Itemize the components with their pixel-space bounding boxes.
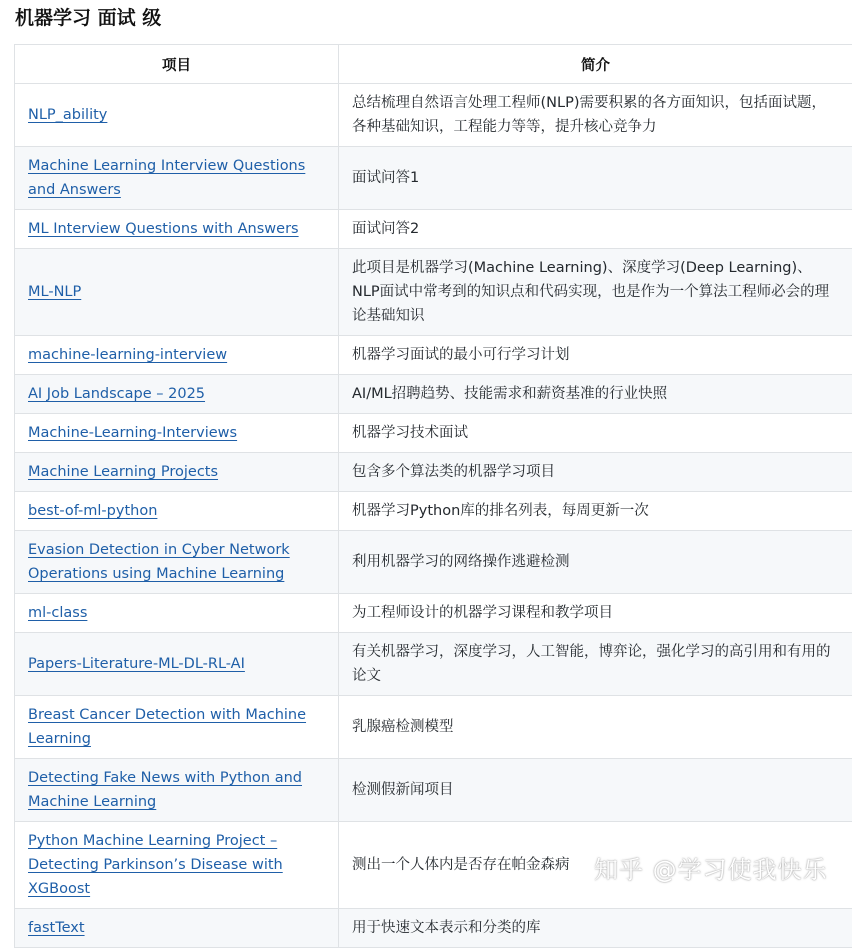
column-header-intro: 简介 [339, 45, 852, 84]
project-link[interactable]: Papers-Literature-ML-DL-RL-AI [28, 656, 245, 672]
description-cell: 机器学习Python库的排名列表，每周更新一次 [339, 492, 852, 531]
description-cell: 测出一个人体内是否存在帕金森病 [339, 822, 852, 909]
project-link[interactable]: Machine Learning Projects [28, 464, 218, 480]
project-link[interactable]: AI Job Landscape – 2025 [28, 386, 205, 402]
project-link[interactable]: NLP_ability [28, 107, 107, 123]
description-cell: 包含多个算法类的机器学习项目 [339, 453, 852, 492]
table-row [15, 453, 852, 492]
project-cell [15, 822, 339, 909]
project-link[interactable]: ML Interview Questions with Answers [28, 221, 299, 237]
table-row [15, 336, 852, 375]
description-cell: 此项目是机器学习(Machine Learning)、深度学习(Deep Learning)、NLP面试中常考到的知识点和代码实现，也是作为一个算法工程师必会的理论基础知识 [339, 249, 852, 336]
table-row [15, 594, 852, 633]
project-link[interactable]: ml-class [28, 605, 87, 621]
project-link[interactable]: machine-learning-interview [28, 347, 227, 363]
description-cell: 利用机器学习的网络操作逃避检测 [339, 531, 852, 594]
project-cell [15, 633, 339, 696]
table-body [15, 84, 852, 948]
project-link[interactable]: Evasion Detection in Cyber Network Operations using Machine Learning [28, 542, 290, 582]
table-row [15, 696, 852, 759]
project-cell [15, 210, 339, 249]
project-cell [15, 375, 339, 414]
description-cell: 面试问答2 [339, 210, 852, 249]
table-row [15, 375, 852, 414]
description-cell: 有关机器学习，深度学习，人工智能，博弈论，强化学习的高引用和有用的论文 [339, 633, 852, 696]
project-cell [15, 531, 339, 594]
project-cell [15, 759, 339, 822]
project-cell [15, 453, 339, 492]
project-cell [15, 147, 339, 210]
project-link[interactable]: ML-NLP [28, 284, 81, 300]
project-cell [15, 594, 339, 633]
header-row [15, 45, 852, 84]
project-link[interactable]: Python Machine Learning Project – Detecting Parkinson’s Disease with XGBoost [28, 833, 283, 897]
table-row [15, 909, 852, 948]
project-cell [15, 249, 339, 336]
table-row [15, 759, 852, 822]
table-row [15, 531, 852, 594]
project-link[interactable]: Machine Learning Interview Questions and Answers [28, 158, 305, 198]
description-cell: 面试问答1 [339, 147, 852, 210]
table-row [15, 210, 852, 249]
table-row [15, 147, 852, 210]
description-cell: 为工程师设计的机器学习课程和教学项目 [339, 594, 852, 633]
project-link[interactable]: Machine-Learning-Interviews [28, 425, 237, 441]
project-link[interactable]: fastText [28, 920, 85, 936]
table-row [15, 633, 852, 696]
page-title: 机器学习 面试 级 [15, 4, 161, 32]
description-cell: 用于快速文本表示和分类的库 [339, 909, 852, 948]
project-cell [15, 414, 339, 453]
table-header [15, 45, 852, 84]
description-cell: 总结梳理自然语言处理工程师(NLP)需要积累的各方面知识，包括面试题，各种基础知识，工程能力等等，提升核心竞争力 [339, 84, 852, 147]
project-link[interactable]: best-of-ml-python [28, 503, 157, 519]
description-cell: AI/ML招聘趋势、技能需求和薪资基准的行业快照 [339, 375, 852, 414]
project-cell [15, 84, 339, 147]
watermark: 知乎 @学习使我快乐 [594, 850, 828, 885]
project-cell [15, 492, 339, 531]
table-row [15, 414, 852, 453]
description-cell: 机器学习技术面试 [339, 414, 852, 453]
table-row [15, 84, 852, 147]
project-cell [15, 696, 339, 759]
project-cell [15, 909, 339, 948]
project-link[interactable]: Detecting Fake News with Python and Machine Learning [28, 770, 302, 810]
project-table [14, 44, 852, 948]
column-header-project: 项目 [15, 45, 339, 84]
project-link[interactable]: Breast Cancer Detection with Machine Learning [28, 707, 306, 747]
description-cell: 检测假新闻项目 [339, 759, 852, 822]
table-row [15, 249, 852, 336]
description-cell: 乳腺癌检测模型 [339, 696, 852, 759]
description-cell: 机器学习面试的最小可行学习计划 [339, 336, 852, 375]
table-row [15, 492, 852, 531]
project-cell [15, 336, 339, 375]
